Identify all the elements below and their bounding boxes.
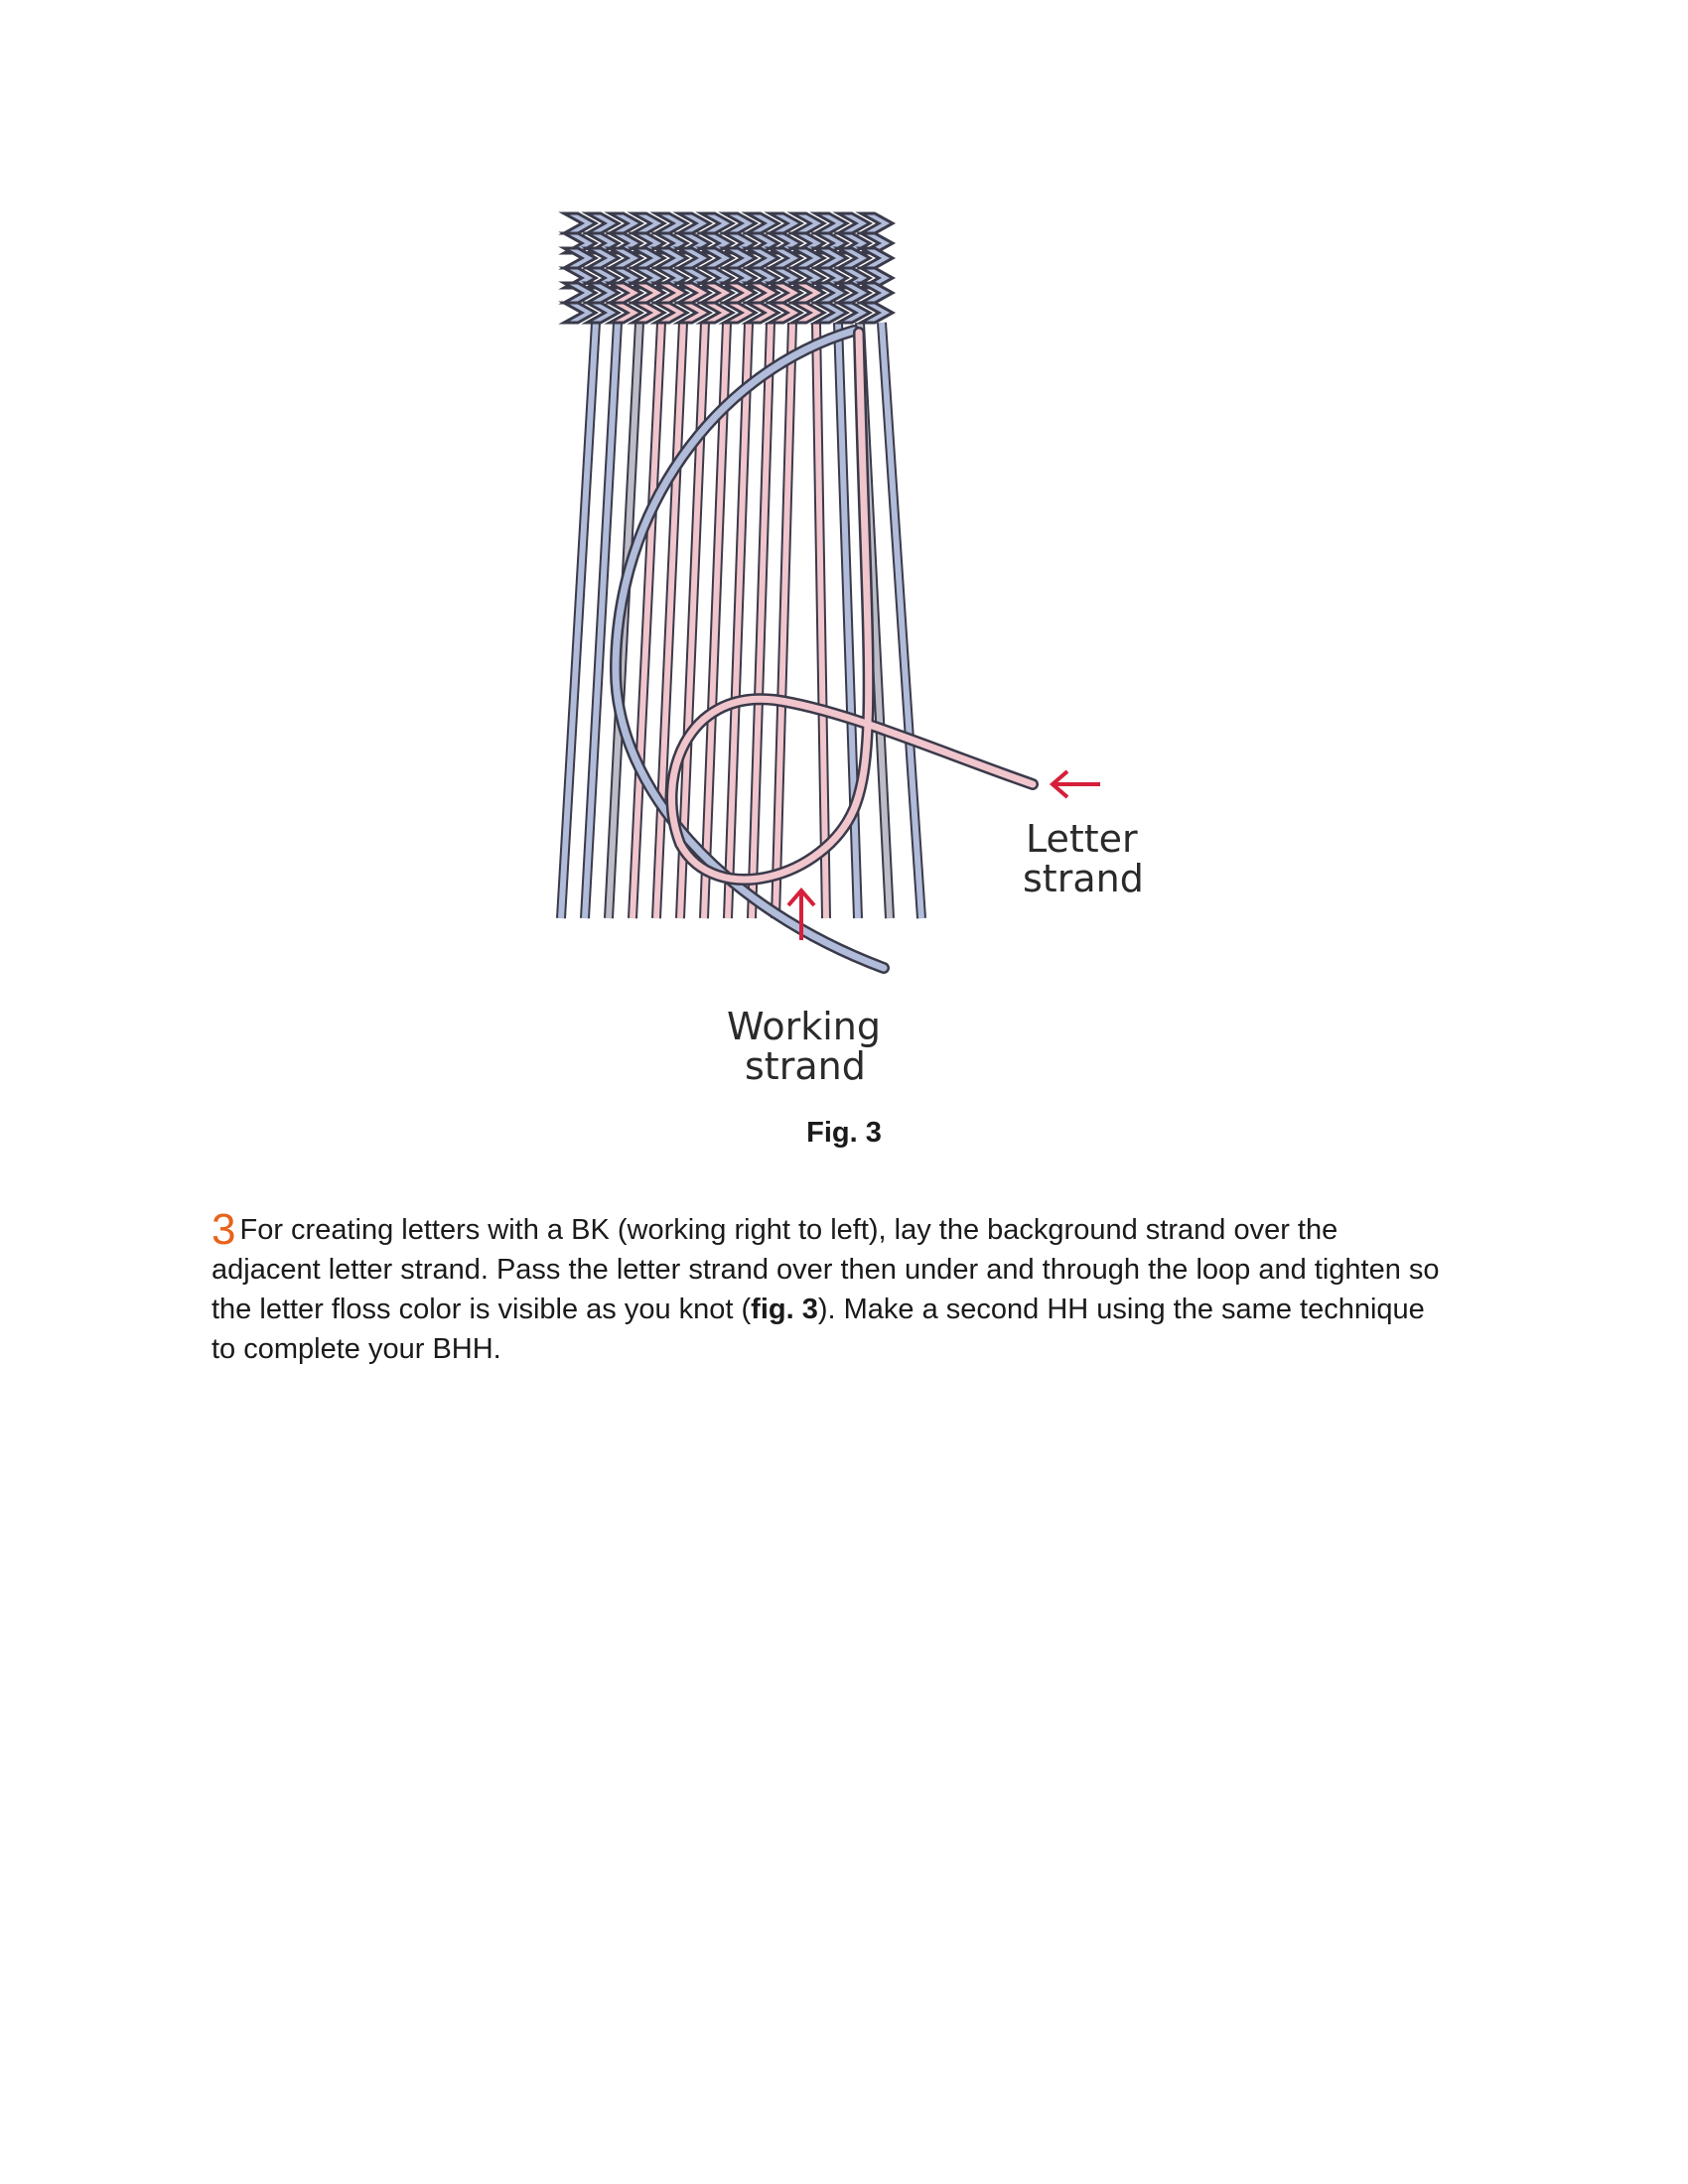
strand-8 xyxy=(728,323,749,918)
step-text-part1: For creating letters with a BK (working right to left), lay the background strand over the adjacent letter strand. Pass the letter strand over then under and through the loop and tighten so the letter floss color is visible as you knot ( xyxy=(211,1214,1440,1325)
strand-9 xyxy=(752,323,771,918)
step-text-fig-reference: fig. 3 xyxy=(751,1294,818,1325)
working-label-line1: Working xyxy=(727,1005,881,1048)
figure-3-diagram xyxy=(556,194,1152,1087)
strand-11 xyxy=(816,323,826,918)
knot-rows xyxy=(564,213,893,323)
strand-10 xyxy=(775,323,792,918)
letter-label-line2: strand xyxy=(1023,857,1144,900)
working-label-line2: strand xyxy=(745,1044,866,1087)
step-number: 3 xyxy=(211,1205,236,1254)
letter-label-line1: Letter xyxy=(1026,817,1138,861)
figure-caption: Fig. 3 xyxy=(806,1117,882,1149)
step-text-part2: ). Make a second HH using the same technique to complete your BHH. xyxy=(211,1294,1425,1365)
letter-strand-arrow xyxy=(1053,771,1100,797)
step-paragraph xyxy=(211,1205,1453,1369)
